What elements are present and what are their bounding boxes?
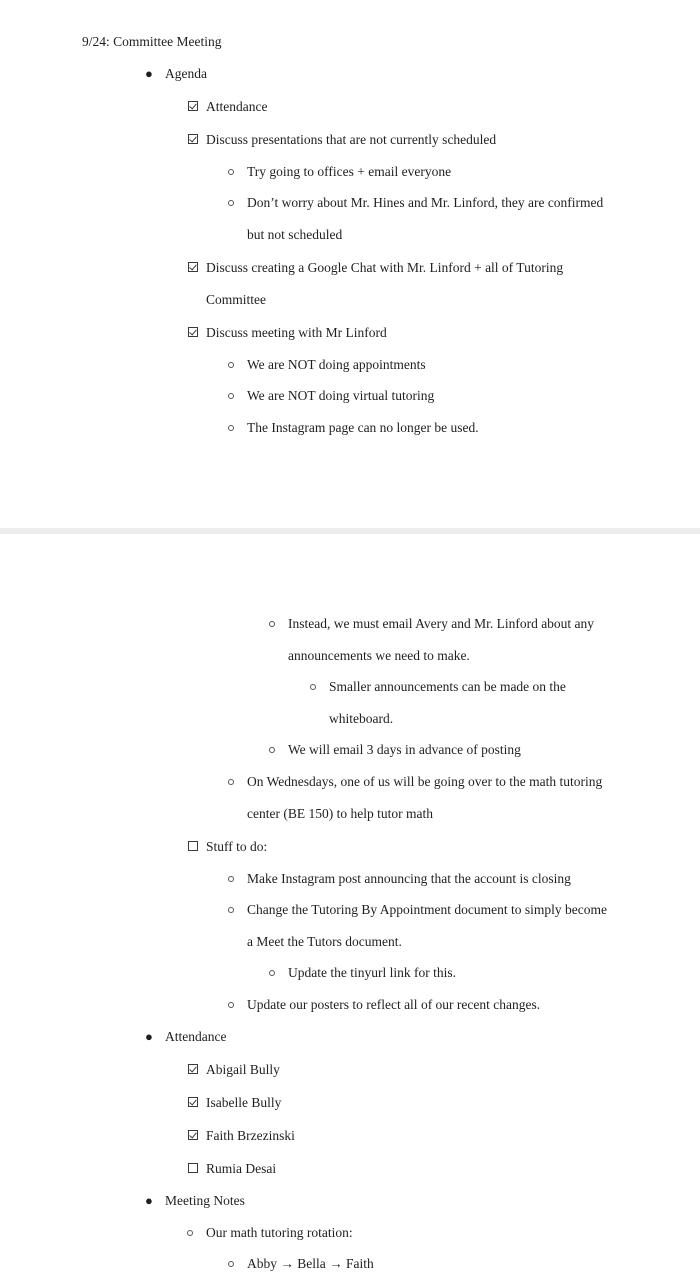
circle-bullet-icon — [228, 1002, 234, 1008]
circle-bullet-icon — [269, 747, 275, 753]
circle-bullet-icon — [228, 425, 234, 431]
circle-bullet-icon — [228, 169, 234, 175]
checklist-item-presentations: Discuss presentations that are not currently scheduled — [0, 131, 700, 149]
checklist-item-stuff-to-do: Stuff to do: — [0, 838, 700, 856]
circle-bullet-icon — [310, 684, 316, 690]
circle-bullet-icon — [228, 362, 234, 368]
checked-checkbox-icon[interactable] — [188, 327, 198, 337]
unchecked-checkbox-icon[interactable] — [188, 1163, 198, 1173]
circle-bullet-icon — [228, 393, 234, 399]
circle-bullet-icon — [228, 1261, 234, 1267]
checklist-item-meeting: Discuss meeting with Mr Linford — [0, 324, 700, 342]
circle-bullet-icon — [269, 621, 275, 627]
circle-bullet-icon — [228, 779, 234, 785]
unchecked-checkbox-icon[interactable] — [188, 841, 198, 851]
circle-bullet-icon — [187, 1230, 193, 1236]
checklist-item-google-chat: Discuss creating a Google Chat with Mr. Linford + all of Tutoring — [0, 259, 700, 277]
attendee-item: Isabelle Bully — [0, 1094, 700, 1112]
checked-checkbox-icon[interactable] — [188, 134, 198, 144]
circle-bullet-icon — [228, 907, 234, 913]
circle-bullet-icon — [228, 876, 234, 882]
bullet-icon: ● — [145, 66, 153, 81]
attendee-item: Faith Brzezinski — [0, 1127, 700, 1145]
bullet-icon: ● — [145, 1193, 153, 1208]
document-page-2: Instead, we must email Avery and Mr. Linford about any announcements we need to make. Smaller announcements can be made on the whiteboard. We will email 3 days in advance of posting On Wednesdays, one of us will be going over to the math tutoring center (BE 150) to help tutor math Stuff to do: Make Instagram post announcing that the account is closing Change the Tutoring By Appointment document to simply become a Meet the Tutors document. Update the tinyurl link for this. Update our posters to reflect all of our recent changes. ● Attendance Abigail Bully Isabelle Bully Faith Brzezinski Rumia Desai ● Meeting Notes Our math tutoring rotation: Abby → Bella → Faith — [0, 534, 700, 1280]
checked-checkbox-icon[interactable] — [188, 1097, 198, 1107]
checklist-item-attendance: Attendance — [0, 98, 700, 116]
attendee-item: Rumia Desai — [0, 1160, 700, 1178]
circle-bullet-icon — [269, 970, 275, 976]
checked-checkbox-icon[interactable] — [188, 262, 198, 272]
checked-checkbox-icon[interactable] — [188, 101, 198, 111]
document-page-1: 9/24: Committee Meeting ● Agenda Attendance Discuss presentations that are not currently scheduled Try going to offices + email everyone Don’t worry about Mr. Hines and Mr. Linford, they are confirmed but not scheduled Discuss creating a Google Chat with Mr. Linford + all of Tutoring Committee Discuss meeting with Mr Linford We are NOT doing appointments We are NOT doing virtual tutoring The Instagram page can no longer be used. — [0, 0, 700, 528]
circle-bullet-icon — [228, 200, 234, 206]
bullet-icon: ● — [145, 1029, 153, 1044]
checked-checkbox-icon[interactable] — [188, 1064, 198, 1074]
attendee-item: Abigail Bully — [0, 1061, 700, 1079]
checked-checkbox-icon[interactable] — [188, 1130, 198, 1140]
